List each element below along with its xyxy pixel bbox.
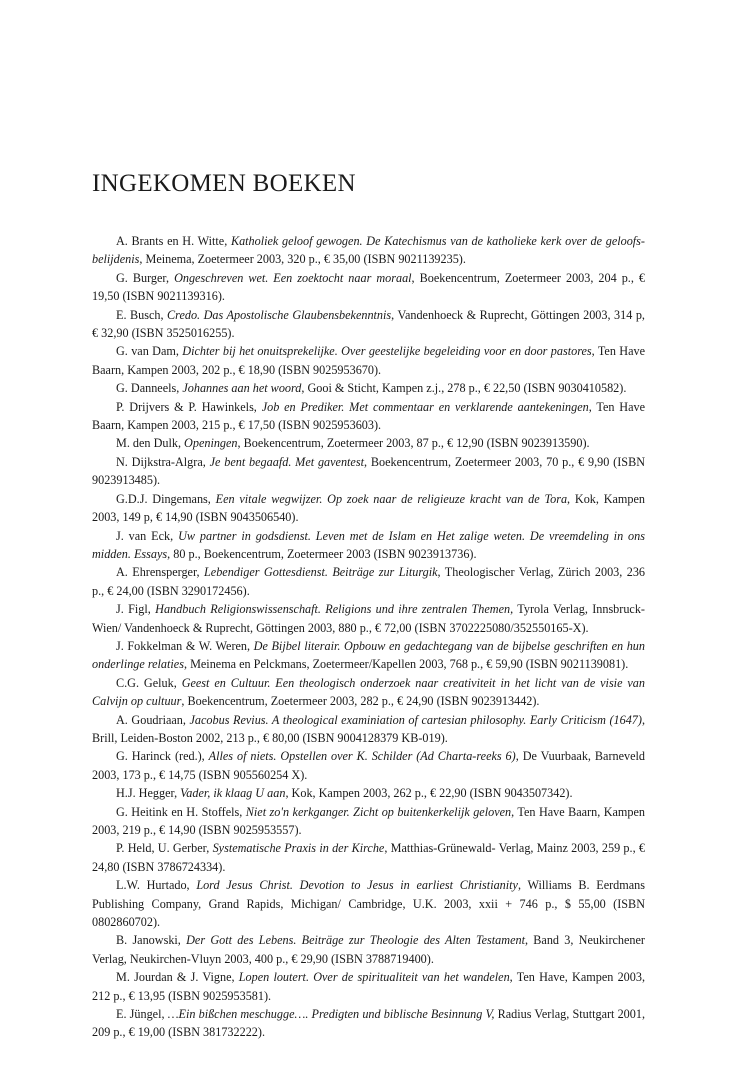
book-title: Johannes aan het woord bbox=[182, 381, 302, 396]
book-authors: A. Ehrensperger, bbox=[116, 565, 204, 580]
book-entry bbox=[92, 434, 645, 452]
book-list bbox=[92, 232, 645, 1042]
book-entry bbox=[92, 747, 645, 784]
book-title: Lopen loutert. Over de spiritualiteit van het wandelen, bbox=[238, 970, 513, 985]
book-details: , Brill, Leiden-Boston 2002, 213 p., € 80,00 (ISBN 9004128379 KB-019). bbox=[92, 712, 645, 745]
book-title: Lord Jesus Christ. Devotion to Jesus in earliest Christianity bbox=[196, 878, 518, 893]
book-entry bbox=[92, 453, 645, 490]
book-details: , Boekencentrum, Zoetermeer 2003, 70 p., € 9,90 (ISBN 9023913485). bbox=[92, 454, 645, 488]
book-authors: E. Jüngel, bbox=[116, 1007, 168, 1022]
book-authors: J. Fokkelman & W. Weren, bbox=[116, 638, 254, 653]
book-entry bbox=[92, 232, 645, 269]
book-details: , De Vuurbaak, Barneveld 2003, 173 p., € 14,75 (ISBN 905560254 X). bbox=[92, 749, 645, 782]
book-title: Geest en Cultuur. Een theologisch onderzoek naar creativiteit in het licht van de visie van Calvijn op cultuur bbox=[92, 675, 645, 709]
book-title: Der Gott des Lebens. Beiträge zur Theologie des Alten Testament bbox=[186, 933, 525, 948]
book-details: , Theologischer Verlag, Zürich 2003, 236 p., € 24,00 (ISBN 3290172456). bbox=[92, 565, 646, 598]
book-details: , Meinema, Zoetermeer 2003, 320 p., € 35,00 (ISBN 9021139235). bbox=[139, 252, 466, 267]
book-title: Handbuch Religionswissenschaft. Religions und ihre zentralen Themen, bbox=[155, 602, 514, 617]
book-entry bbox=[92, 931, 645, 968]
book-entry bbox=[92, 968, 645, 1005]
book-authors: J. van Eck, bbox=[116, 528, 179, 543]
book-title: …Ein bißchen meschugge…. Predigten und biblische Besinnung V, bbox=[167, 1007, 495, 1022]
book-details: Ten Have, Kampen 2003, 212 p., € 13,95 (ISBN 9025953581). bbox=[92, 970, 645, 1003]
book-entry bbox=[92, 306, 645, 343]
book-title: Ongeschreven wet. Een zoektocht naar moraal bbox=[174, 270, 412, 285]
book-title: Job en Prediker. Met commentaar en verklarende aantekeningen bbox=[261, 399, 589, 414]
book-title: Je bent begaafd. Met gaventest bbox=[209, 454, 364, 469]
book-authors: N. Dijkstra-Algra, bbox=[116, 454, 210, 469]
book-title: Katholiek geloof gewogen. De Katechismus van de katholieke kerk over de geloofs-belijdenis bbox=[92, 234, 645, 267]
book-entry bbox=[92, 803, 645, 840]
book-details: , Matthias-Grünewald- Verlag, Mainz 2003, 259 p., € 24,80 (ISBN 3786724334). bbox=[92, 841, 645, 874]
book-authors: G.D.J. Dingemans, bbox=[116, 491, 216, 506]
book-details: , Boekencentrum, Zoetermeer 2003, 204 p., € 19,50 (ISBN 9021139316). bbox=[92, 270, 646, 304]
book-entry bbox=[92, 876, 645, 931]
book-entry bbox=[92, 527, 645, 564]
book-details: , Vandenhoeck & Ruprecht, Göttingen 2003, 314 p, € 32,90 (ISBN 3525016255). bbox=[92, 307, 645, 341]
book-entry bbox=[92, 490, 645, 527]
document-page bbox=[92, 170, 645, 1042]
book-entry bbox=[92, 563, 645, 600]
book-authors: P. Drijvers & P. Hawinkels, bbox=[116, 399, 262, 414]
book-details: Tyrola Verlag, Innsbruck-Wien/ Vandenhoeck & Ruprecht, Göttingen 2003, 880 p., € 72,00 (ISBN 3702225080/352550165-X). bbox=[92, 602, 645, 635]
book-authors: P. Held, U. Gerber, bbox=[116, 841, 213, 856]
book-details: , Ten Have Baarn, Kampen 2003, 202 p., € 18,90 (ISBN 9025953670). bbox=[92, 344, 645, 377]
book-authors: G. Danneels, bbox=[116, 381, 183, 396]
book-details: , Williams B. Eerdmans Publishing Company, Grand Rapids, Michigan/ Cambridge, U.K. 2003, xxii + 746 p., $ 55,00 (ISBN 0802860702). bbox=[92, 878, 645, 930]
book-authors: L.W. Hurtado, bbox=[116, 878, 197, 893]
book-authors: A. Brants en H. Witte, bbox=[116, 234, 231, 248]
book-title: Openingen bbox=[184, 436, 238, 451]
book-entry bbox=[92, 637, 645, 674]
book-authors: B. Janowski, bbox=[116, 933, 187, 948]
book-authors: A. Goudriaan, bbox=[116, 712, 190, 727]
book-title: Jacobus Revius. A theological examiniation of cartesian philosophy. Early Criticism (1647) bbox=[189, 712, 642, 727]
book-details: , 80 p., Boekencentrum, Zoetermeer 2003 (ISBN 9023913736). bbox=[167, 546, 477, 561]
page-title: INGEKOMEN BOEKEN bbox=[92, 170, 356, 197]
book-entry bbox=[92, 839, 645, 876]
book-authors: G. Heitink en H. Stoffels, bbox=[116, 804, 246, 819]
book-entry bbox=[92, 784, 645, 802]
book-title: De Bijbel literair. Opbouw en gedachtegang van de bijbelse geschriften en hun onderlinge relaties bbox=[92, 638, 645, 672]
book-entry bbox=[92, 379, 645, 397]
book-authors: G. van Dam, bbox=[116, 344, 183, 359]
book-title: Credo. Das Apostolische Glaubensbekenntnis bbox=[167, 307, 392, 322]
book-entry bbox=[92, 674, 645, 711]
book-details: , Kok, Kampen 2003, 149 p, € 14,90 (ISBN 9043506540). bbox=[92, 491, 646, 525]
book-details: , Band 3, Neukirchener Verlag, Neukirchen-Vluyn 2003, 400 p., € 29,90 (ISBN 3788719400). bbox=[92, 933, 645, 966]
book-title: Systematische Praxis in der Kirche bbox=[212, 841, 385, 856]
book-authors: H.J. Hegger, bbox=[116, 786, 181, 801]
book-details: , Ten Have Baarn, Kampen 2003, 215 p., € 17,50 (ISBN 9025953603). bbox=[92, 399, 646, 433]
book-authors: J. Figl, bbox=[116, 602, 156, 617]
book-title: Een vitale wegwijzer. Op zoek naar de religieuze kracht van de Tora bbox=[215, 491, 568, 506]
book-title: Alles of niets. Opstellen over K. Schilder (Ad Charta-reeks 6) bbox=[208, 749, 516, 764]
book-details: , Ten Have Baarn, Kampen 2003, 219 p., € 14,90 (ISBN 9025953557). bbox=[92, 804, 646, 837]
book-details: , Gooi & Sticht, Kampen z.j., 278 p., € 22,50 (ISBN 9030410582). bbox=[301, 381, 627, 396]
book-title: Lebendiger Gottesdienst. Beiträge zur Liturgik bbox=[204, 565, 438, 580]
book-details: , Boekencentrum, Zoetermeer 2003, 87 p., € 12,90 (ISBN 9023913590). bbox=[237, 436, 590, 451]
book-authors: G. Burger, bbox=[116, 270, 175, 285]
book-title: Niet zo'n kerkganger. Zicht op buitenkerkelijk geloven bbox=[245, 804, 512, 819]
book-authors: G. Harinck (red.), bbox=[116, 749, 209, 764]
book-title: Uw partner in godsdienst. Leven met de Islam en Het zalige weten. De vreemdeling in ons midden. Essays bbox=[92, 528, 645, 561]
book-authors: M. den Dulk, bbox=[116, 436, 185, 451]
book-entry bbox=[92, 398, 645, 435]
book-details: , Meinema en Pelckmans, Zoetermeer/Kapellen 2003, 768 p., € 59,90 (ISBN 9021139081). bbox=[183, 657, 629, 672]
book-entry bbox=[92, 342, 645, 379]
book-authors: E. Busch, bbox=[116, 307, 168, 322]
book-title: Vader, ik klaag U aan, bbox=[180, 786, 289, 801]
book-details: Radius Verlag, Stuttgart 2001, 209 p., € 19,00 (ISBN 381732222). bbox=[92, 1007, 646, 1040]
book-details: , Boekencentrum, Zoetermeer 2003, 282 p., € 24,90 (ISBN 9023913442). bbox=[181, 694, 540, 709]
book-entry bbox=[92, 1005, 645, 1042]
book-entry bbox=[92, 711, 645, 748]
book-authors: M. Jourdan & J. Vigne, bbox=[116, 970, 239, 985]
book-entry bbox=[92, 600, 645, 637]
book-authors: C.G. Geluk, bbox=[116, 675, 182, 690]
book-entry bbox=[92, 269, 645, 306]
book-title: Dichter bij het onuitsprekelijke. Over geestelijke begeleiding voor en door pastores bbox=[182, 344, 592, 359]
book-details: Kok, Kampen 2003, 262 p., € 22,90 (ISBN 9043507342). bbox=[288, 786, 573, 801]
